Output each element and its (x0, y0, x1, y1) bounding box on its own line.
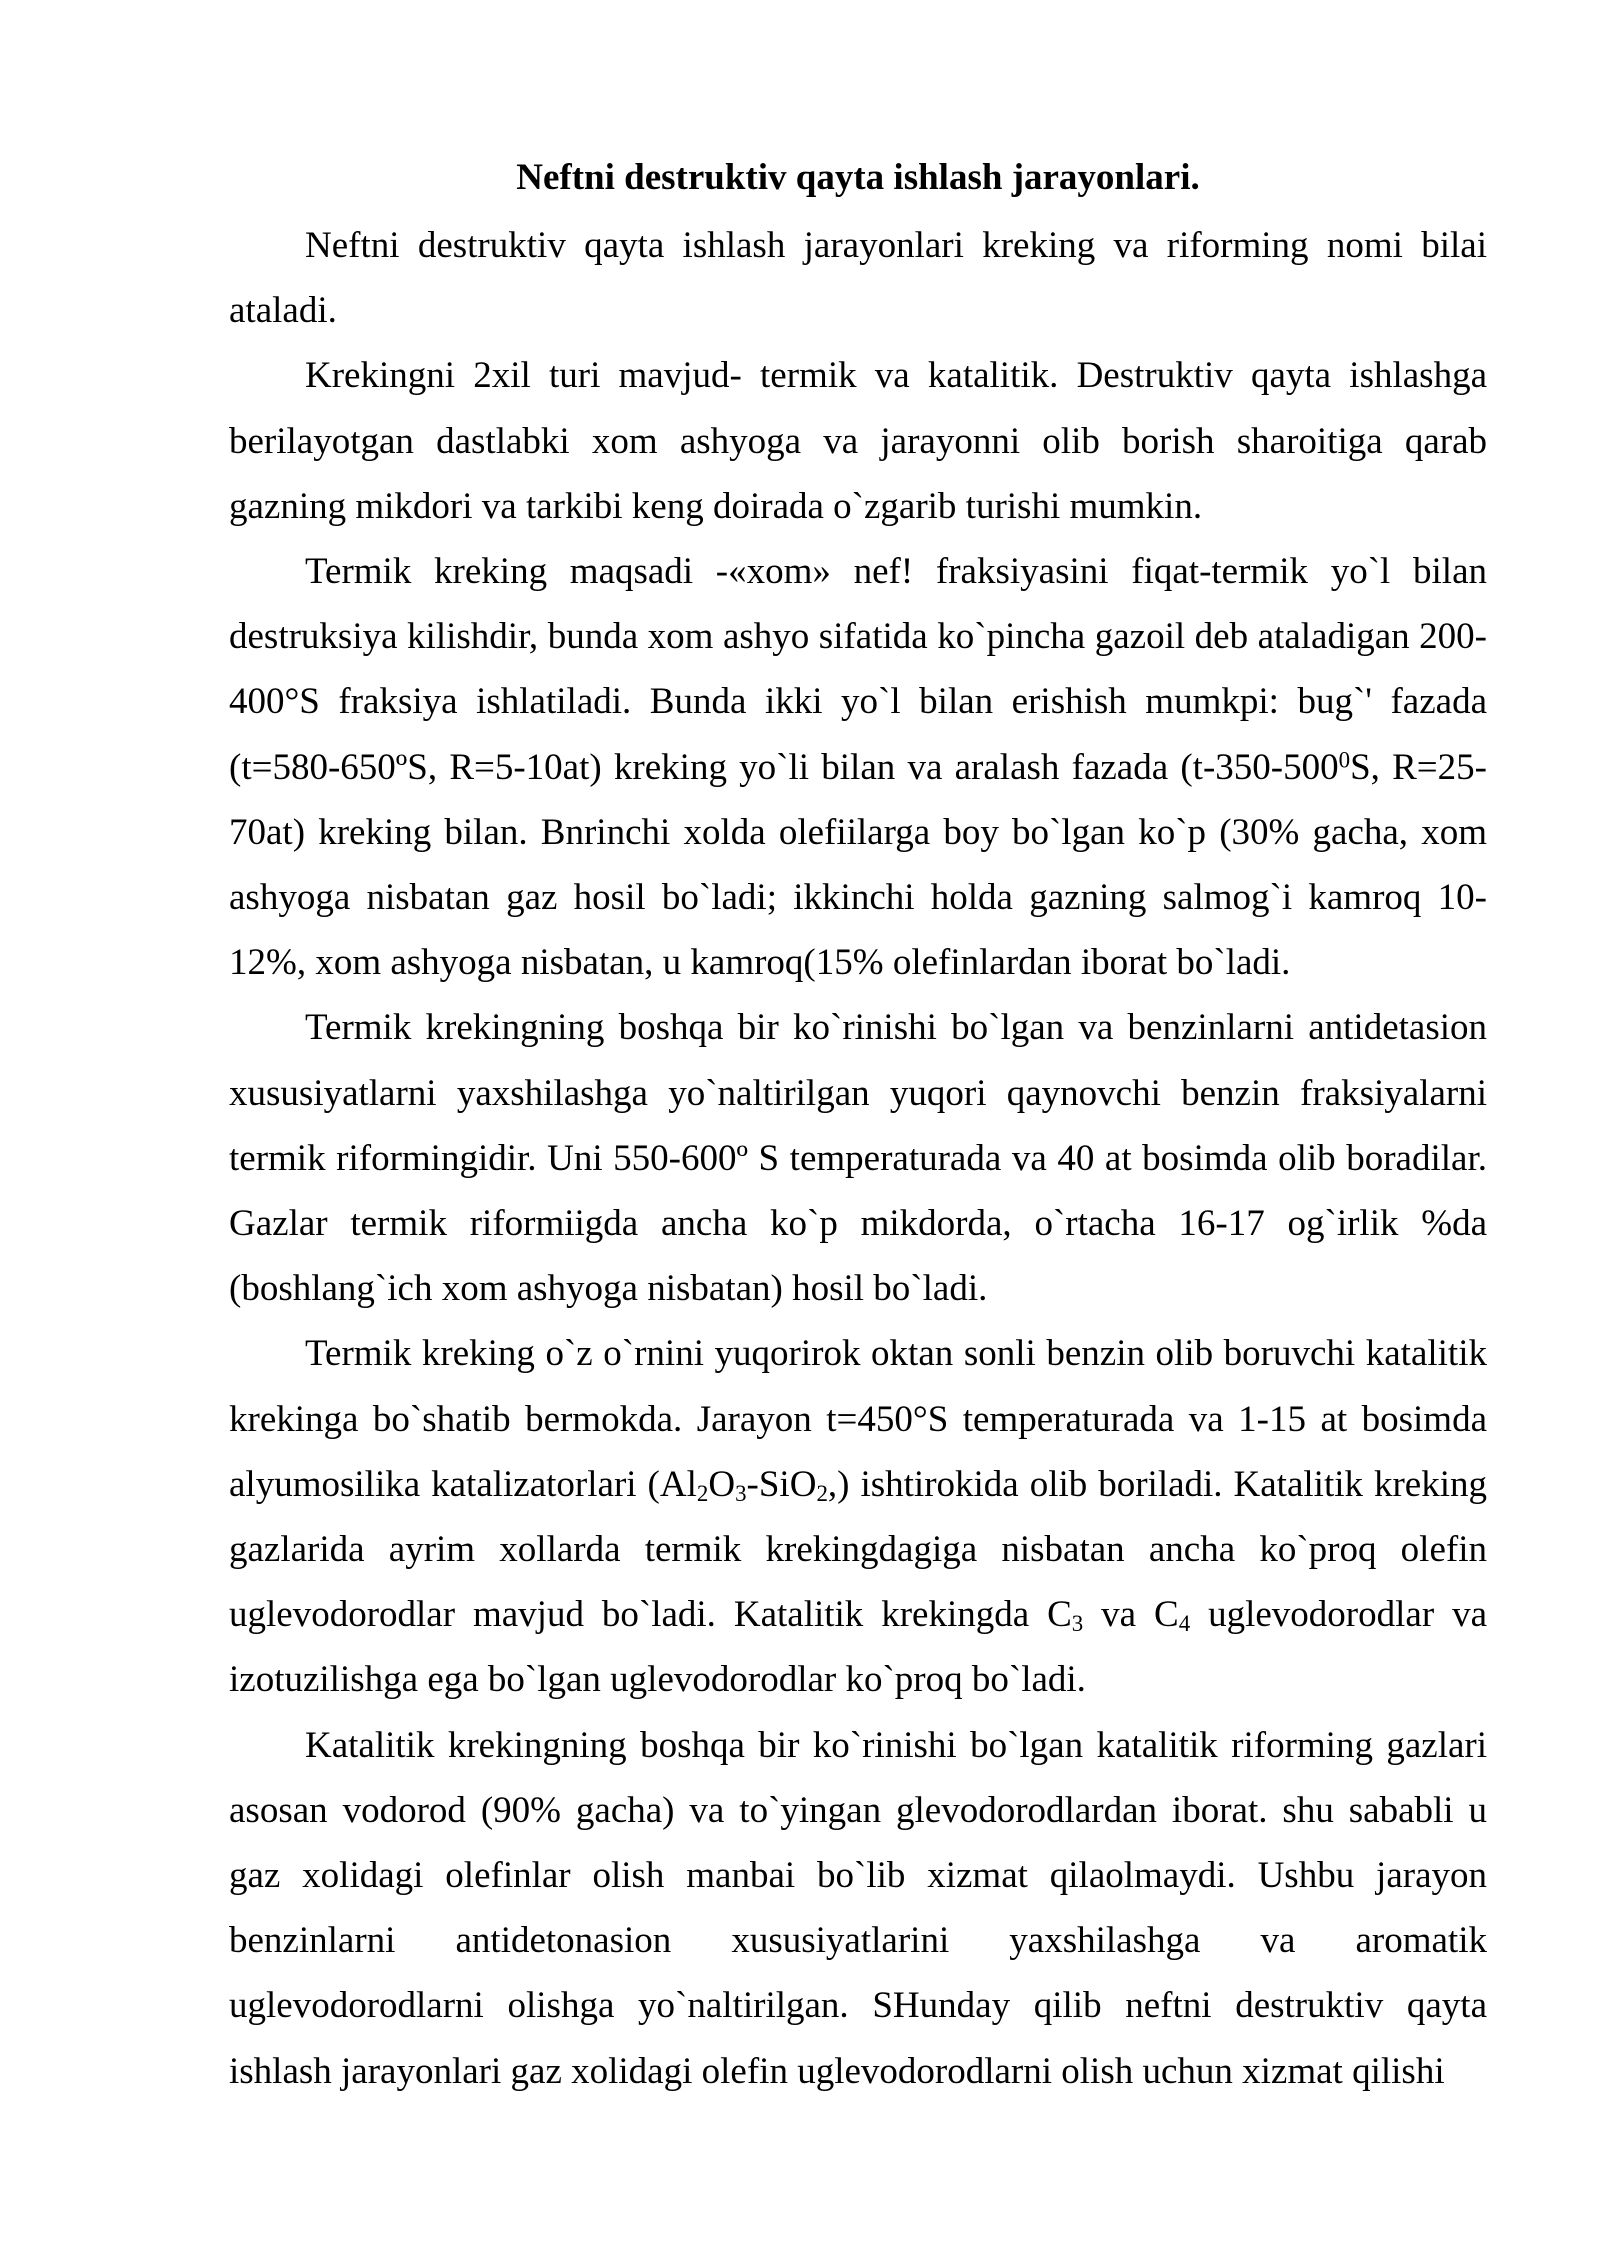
subscript: 2 (696, 1480, 709, 1506)
text-run: O (708, 1463, 736, 1505)
paragraph-list (229, 213, 1487, 2104)
text-run: Krekingni 2xil turi mavjud- termik va katalitik. Destruktiv qayta ishlashga berilayotgan dastlabki xom ashyoga va jarayonni olib borish sharoitiga qarab gazning mikdori va tarkibi keng doirada o`zgarib turishi mumkin. (229, 355, 1487, 527)
document-title: Neftni destruktiv qayta ishlash jarayonlari. (516, 157, 1200, 198)
subscript: 4 (1178, 1611, 1191, 1637)
subscript: 3 (1071, 1611, 1084, 1637)
paragraph-thermal-reforming (229, 995, 1487, 1321)
text-run: Termik kreking o`z o`rnini yuqorirok oktan sonli benzin olib boruvchi katalitik krekinga bo`shatib bermokda. Jarayon t=450°S temperaturada va 1-15 at bosimda alyumosilika katalizatorlari (Al (229, 1333, 1487, 1505)
paragraph-thermal-cracking (229, 539, 1487, 995)
text-run: uglevodorodlar va izotuzilishga ega bo`lgan uglevodorodlar ko`proq bo`ladi. (229, 1594, 1487, 1701)
text-run: Katalitik krekingning boshqa bir ko`rinishi bo`lgan katalitik riforming gazlari asosan vodorod (90% gacha) va to`yingan glevodorodlardan iborat. shu sababli u gaz xolidagi olefinlar olish manbai bo`lib xizmat qilaolmaydi. Ushbu jarayon benzinlarni antidetonasion xususiyatlarini yaxshilashga va aromatik uglevodorodlarni olishga yo`naltirilgan. SHunday qilib neftni destruktiv qayta ishlash jarayonlari gaz xolidagi olefin uglevodorodlarni olish uchun xizmat qilishi (229, 1724, 1487, 2092)
superscript: 0 (1338, 747, 1351, 773)
text-run: -SiO (746, 1463, 817, 1505)
subscript: 3 (735, 1480, 747, 1506)
paragraph-catalytic-reforming (229, 1713, 1487, 2104)
paragraph-intro (229, 213, 1487, 343)
paragraph-catalytic-cracking (229, 1321, 1487, 1712)
text-run: ,) ishtirokida olib boriladi. Katalitik kreking gazlarida ayrim xollarda termik krekingdagiga nisbatan ancha ko`proq olefin uglevodorodlar mavjud bo`ladi. Katalitik krekingda C (229, 1463, 1487, 1636)
document-body (229, 148, 1487, 2104)
text-run: va C (1083, 1594, 1179, 1636)
text-run: Neftni destruktiv qayta ishlash jarayonlari kreking va riforming nomi bilai ataladi. (229, 225, 1487, 332)
text-run: Termik krekingning boshqa bir ko`rinishi bo`lgan va benzinlarni antidetasion xususiyatlarni yaxshilashga yo`naltirilgan yuqori qaynovchi benzin fraksiyalarni termik riformingidir. Uni 550-600º S temperaturada va 40 at bosimda olib boradilar. Gazlar termik riformiigda ancha ko`p mikdorda, o`rtacha 16-17 og`irlik %da (boshlang`ich xom ashyoga nisbatan) hosil bo`ladi. (229, 1007, 1487, 1310)
subscript: 2 (816, 1480, 828, 1506)
text-run: S, R=25-70at) kreking bilan. Bnrinchi xolda olefiilarga boy bo`lgan ko`p (30% gacha, xom ashyoga nisbatan gaz hosil bo`ladi; ikkinchi holda gazning salmog`i kamroq 10-12%, xom ashyoga nisbatan, u kamroq(15% olefinlardan iborat bo`ladi. (229, 746, 1487, 984)
text-run: Termik kreking maqsadi -«xom» nef! fraksiyasini fiqat-termik yo`l bilan destruksiya kilishdir, bunda xom ashyo sifatida ko`pincha gazoil deb ataladigan 200-400°S fraksiya ishlatiladi. Bunda ikki yo`l bilan erishish mumkpi: bug`' fazada (t=580-650ºS, R=5-10at) kreking yo`li bilan va aralash fazada (t-350-500 (229, 551, 1487, 788)
paragraph-cracking-types (229, 343, 1487, 539)
